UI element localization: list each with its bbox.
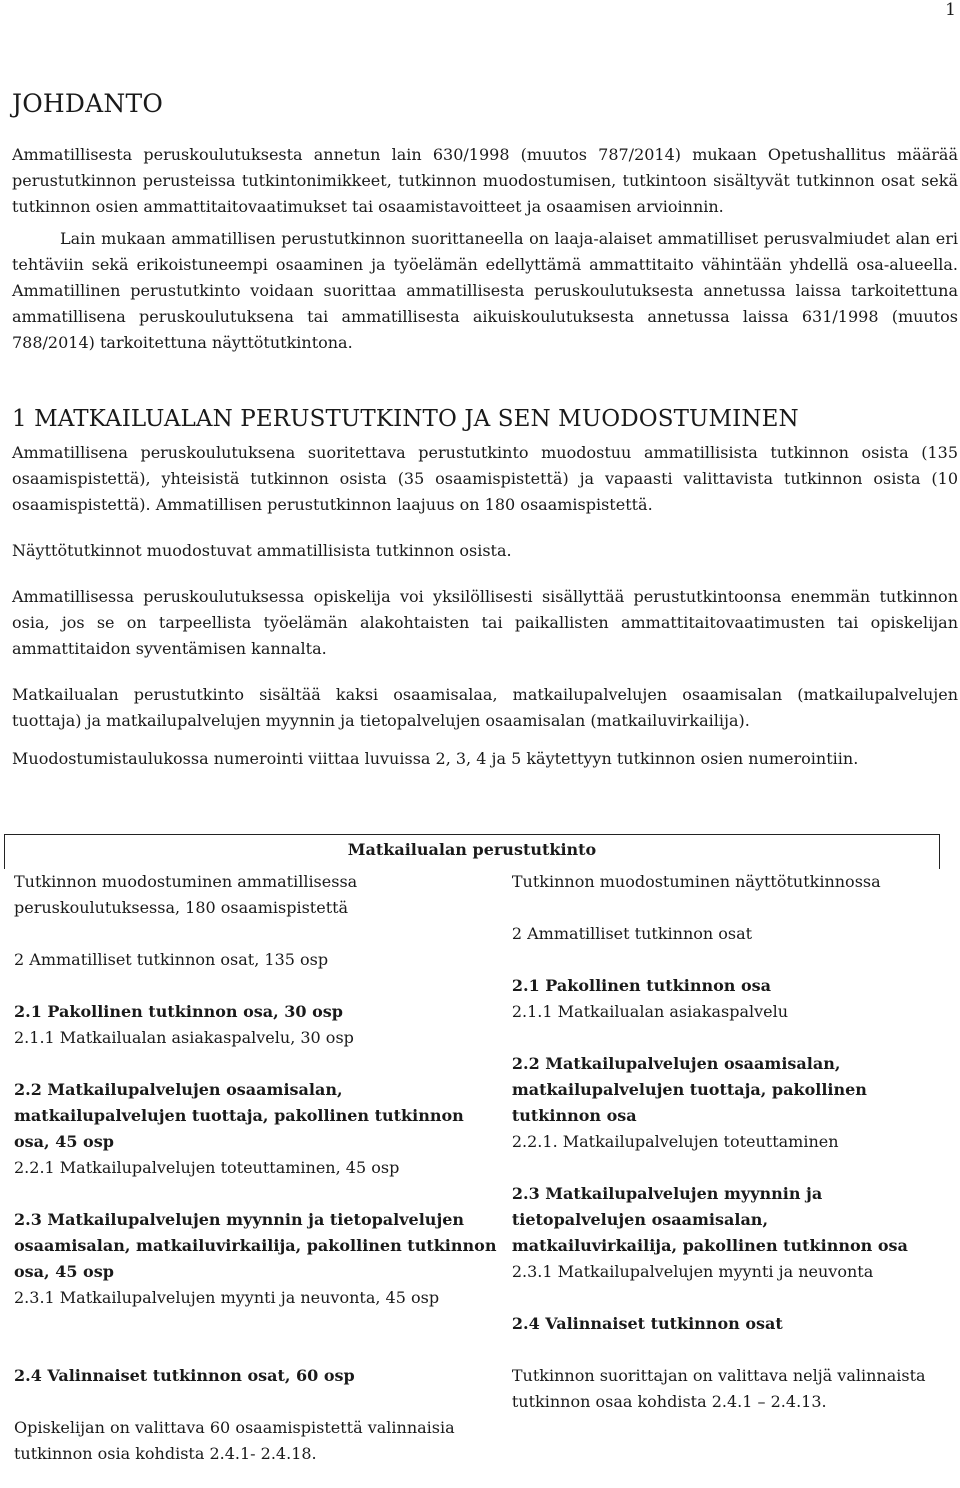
section-paragraph-4: Matkailualan perustutkinto sisältää kaksi osaamisalaa, matkailupalvelujen osaamisalan (matkailupalvelujen tuottaja) ja matkailupalvelujen myynnin ja tietopalvelujen osaamisalan (matkailuvirkailija). [12, 685, 958, 730]
left-row-5 [14, 1363, 504, 1467]
section-paragraph-3: Ammatillisessa peruskoulutuksessa opiskelija voi yksilöllisesti sisällyttää perustutkintoonsa enemmän tutkinnon osia, jos se on tarpeellista työelämän alakohtaisten tai paikallisten ammattitaitovaatimusten tai opiskelijan ammattitaidon syventämisen kannalta. [12, 587, 958, 658]
right-row-5-detail: Tutkinnon suorittajan on valittava neljä valinnaista tutkinnon osaa kohdista 2.4.1 – 2.4.13. [511, 1366, 926, 1411]
left-row-1: 2 Ammatilliset tutkinnon osat, 135 osp [14, 950, 329, 969]
right-row-5-title: 2.4 Valinnaiset tutkinnon osat [511, 1314, 783, 1333]
right-row-2-title: 2.1 Pakollinen tutkinnon osa [511, 976, 772, 995]
right-row-5 [512, 1311, 936, 1415]
section-heading: 1 MATKAILUALAN PERUSTUTKINTO JA SEN MUODOSTUMINEN [12, 406, 799, 432]
right-row-2-detail: 2.1.1 Matkailualan asiakaspalvelu [511, 1002, 789, 1021]
left-row-3-detail: 2.2.1 Matkailupalvelujen toteuttaminen, 45 osp [14, 1158, 400, 1177]
left-row-2 [14, 999, 504, 1051]
right-row-3 [512, 1051, 936, 1155]
intro-heading: JOHDANTO [12, 89, 164, 118]
right-row-4-title: 2.3 Matkailupalvelujen myynnin ja tietopalvelujen osaamisalan, matkailuvirkailija, pakollinen tutkinnon osa [511, 1184, 908, 1255]
left-row-2-detail: 2.1.1 Matkailualan asiakaspalvelu, 30 osp [14, 1028, 354, 1047]
left-row-3 [14, 1077, 504, 1181]
right-row-1: 2 Ammatilliset tutkinnon osat [511, 924, 753, 943]
right-column [512, 869, 940, 1487]
left-header: Tutkinnon muodostuminen ammatillisessa peruskoulutuksessa, 180 osaamispistettä [14, 872, 358, 917]
section-paragraph-1: Ammatillisena peruskoulutuksena suoritettava perustutkinto muodostuu ammatillisista tutkinnon osista (135 osaamispistettä), yhteisistä tutkinnon osista (35 osaamispistettä) ja vapaasti valittavista tutkinnon osista (10 osaamispistettä). Ammatillisen perustutkinnon laajuus on 180 osaamispistettä. [12, 443, 958, 514]
page-number: 1 [945, 0, 956, 20]
left-row-4-title: 2.3 Matkailupalvelujen myynnin ja tietopalvelujen osaamisalan, matkailuvirkailija, pakollinen tutkinnon osa, 45 osp [14, 1210, 497, 1281]
right-row-4 [512, 1181, 936, 1285]
section-paragraph-5: Muodostumistaulukossa numerointi viittaa luvuissa 2, 3, 4 ja 5 käytettyyn tutkinnon osien numerointiin. [12, 749, 859, 768]
right-row-3-detail: 2.2.1. Matkailupalvelujen toteuttaminen [511, 1132, 839, 1151]
left-row-5-title: 2.4 Valinnaiset tutkinnon osat, 60 osp [14, 1366, 355, 1385]
right-header: Tutkinnon muodostuminen näyttötutkinnossa [511, 872, 881, 891]
left-row-4-detail: 2.3.1 Matkailupalvelujen myynti ja neuvonta, 45 osp [14, 1288, 440, 1307]
left-row-3-title: 2.2 Matkailupalvelujen osaamisalan, matkailupalvelujen tuottaja, pakollinen tutkinnon osa, 45 osp [14, 1080, 464, 1151]
intro-paragraph-2: Lain mukaan ammatillisen perustutkinnon suorittaneella on laaja-alaiset ammatilliset perusvalmiudet alan eri tehtäviin sekä erikoistuneempi osaaminen ja työelämän edellyttämä ammattitaito vähintään yhdellä osa-alueella. Ammatillinen perustutkinto voidaan suorittaa ammatillisesta peruskoulutuksesta annetussa laissa tarkoitettuna ammatillisena peruskoulutuksena tai ammatillisesta aikuiskoulutuksesta annetussa laissa 631/1998 (muutos 788/2014) tarkoitettuna näyttötutkintona. [12, 229, 958, 352]
right-row-2 [512, 973, 936, 1025]
left-row-4 [14, 1207, 504, 1311]
section-paragraph-2: Näyttötutkinnot muodostuvat ammatillisista tutkinnon osista. [12, 541, 512, 560]
left-row-5-detail: Opiskelijan on valittava 60 osaamispistettä valinnaisia tutkinnon osia kohdista 2.4.1- 2.4.18. [14, 1418, 455, 1463]
table-title: Matkailualan perustutkinto [347, 840, 597, 859]
right-row-3-title: 2.2 Matkailupalvelujen osaamisalan, matkailupalvelujen tuottaja, pakollinen tutkinnon osa [511, 1054, 867, 1125]
document-body [12, 88, 958, 772]
intro-paragraph-1: Ammatillisesta peruskoulutuksesta annetun lain 630/1998 (muutos 787/2014) mukaan Opetushallitus määrää perustutkinnon perusteissa tutkintonimikkeet, tutkinnon muodostumisen, tutkintoon sisältyvät tutkinnon osat sekä tutkinnon osien ammattitaitovaatimukset tai osaamistavoitteet ja osaamisen arvioinnin. [12, 145, 958, 216]
left-column [10, 869, 512, 1487]
formation-table [4, 834, 940, 1487]
table-columns [4, 869, 940, 1487]
table-frame [4, 834, 940, 869]
left-row-2-title: 2.1 Pakollinen tutkinnon osa, 30 osp [14, 1002, 343, 1021]
right-row-4-detail: 2.3.1 Matkailupalvelujen myynti ja neuvonta [511, 1262, 874, 1281]
